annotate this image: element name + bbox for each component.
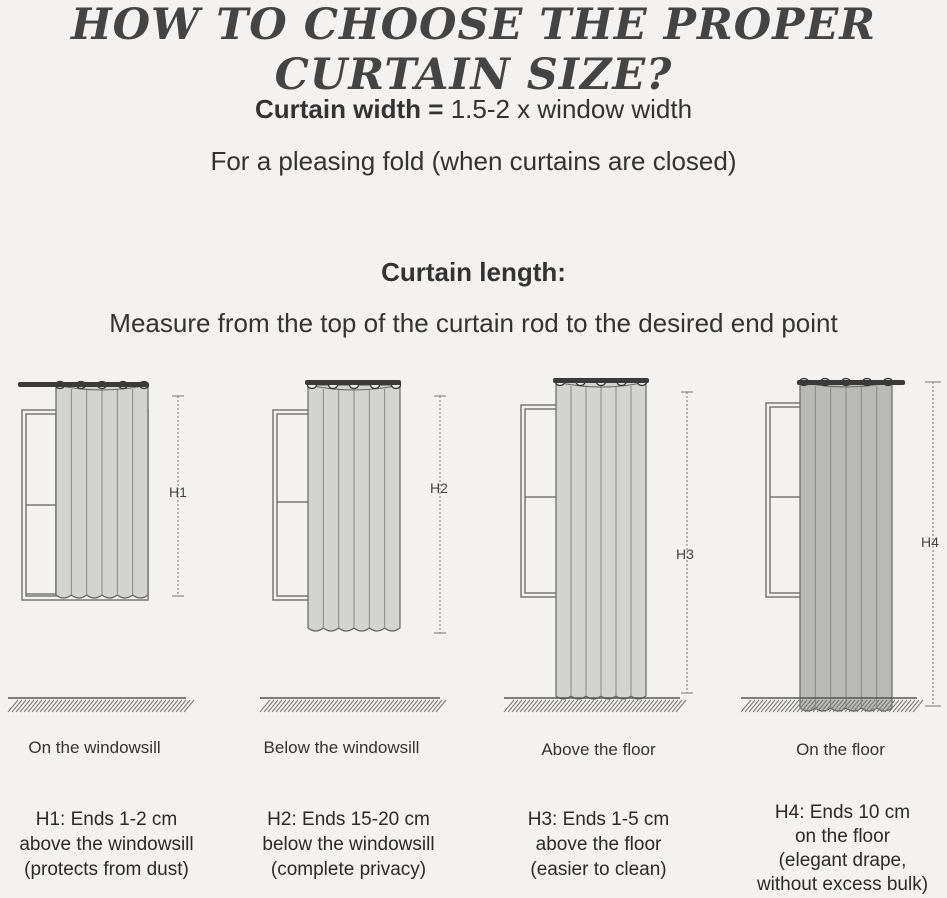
desc-line: (protects from dust)	[24, 859, 189, 880]
curtain	[800, 379, 893, 712]
curtain-rod	[553, 378, 649, 383]
panel-on-windowsill	[0, 370, 237, 898]
window-frame	[273, 410, 309, 600]
panel-caption: Below the windowsill	[263, 738, 420, 757]
curtain-diagram-h1	[0, 370, 237, 730]
width-rule	[0, 94, 947, 125]
window-frame	[766, 403, 802, 597]
height-marker	[681, 392, 693, 693]
page-title: HOW TO CHOOSE THE PROPER CURTAIN SIZE?	[70, 0, 877, 100]
curtain-rod	[305, 380, 401, 385]
desc-line: below the windowsill	[262, 834, 435, 855]
desc-line: without excess bulk)	[756, 874, 929, 895]
window-frame	[521, 405, 557, 597]
curtain	[556, 379, 647, 700]
panel-description	[724, 801, 947, 897]
curtain-rod	[797, 380, 905, 385]
panel-caption: Above the floor	[541, 740, 656, 759]
desc-line: above the windowsill	[19, 834, 194, 855]
panel-description	[480, 807, 717, 882]
desc-line: H2: Ends 15-20 cm	[267, 809, 430, 830]
desc-line: H3: Ends 1-5 cm	[527, 809, 670, 830]
panel-below-windowsill	[237, 370, 474, 898]
length-label: Curtain length:	[381, 257, 566, 287]
panel-on-floor	[711, 370, 947, 898]
panel-description	[230, 807, 467, 882]
height-marker	[434, 396, 446, 633]
length-note: Measure from the top of the curtain rod to the desired end point	[109, 308, 838, 338]
curtain	[308, 382, 401, 632]
desc-line: (elegant drape,	[778, 850, 907, 871]
floor	[8, 698, 194, 712]
desc-line: (easier to clean)	[530, 859, 667, 880]
width-note: For a pleasing fold (when curtains are closed)	[210, 146, 737, 176]
floor	[504, 698, 686, 712]
desc-line: above the floor	[535, 834, 662, 855]
curtain-diagram-h3	[474, 370, 711, 730]
height-label: H4	[921, 534, 939, 550]
panel-caption: On the windowsill	[28, 738, 161, 757]
width-rule-label: Curtain width =	[254, 94, 444, 124]
panel-caption: On the floor	[796, 740, 885, 759]
width-rule-value: 1.5-2 x window width	[450, 94, 693, 124]
height-label: H3	[676, 546, 694, 562]
height-label: H2	[430, 480, 448, 496]
curtain-rod	[18, 382, 148, 387]
curtain	[56, 382, 149, 599]
desc-line: (complete privacy)	[270, 859, 427, 880]
desc-line: H1: Ends 1-2 cm	[35, 809, 178, 830]
curtain-diagram-h2	[237, 370, 474, 730]
desc-line: on the floor	[794, 826, 891, 847]
height-label: H1	[169, 484, 187, 500]
panel-description	[0, 807, 225, 882]
panel-above-floor	[474, 370, 711, 898]
floor	[260, 698, 446, 712]
desc-line: H4: Ends 10 cm	[774, 802, 911, 823]
curtain-diagram-h4	[711, 370, 947, 730]
